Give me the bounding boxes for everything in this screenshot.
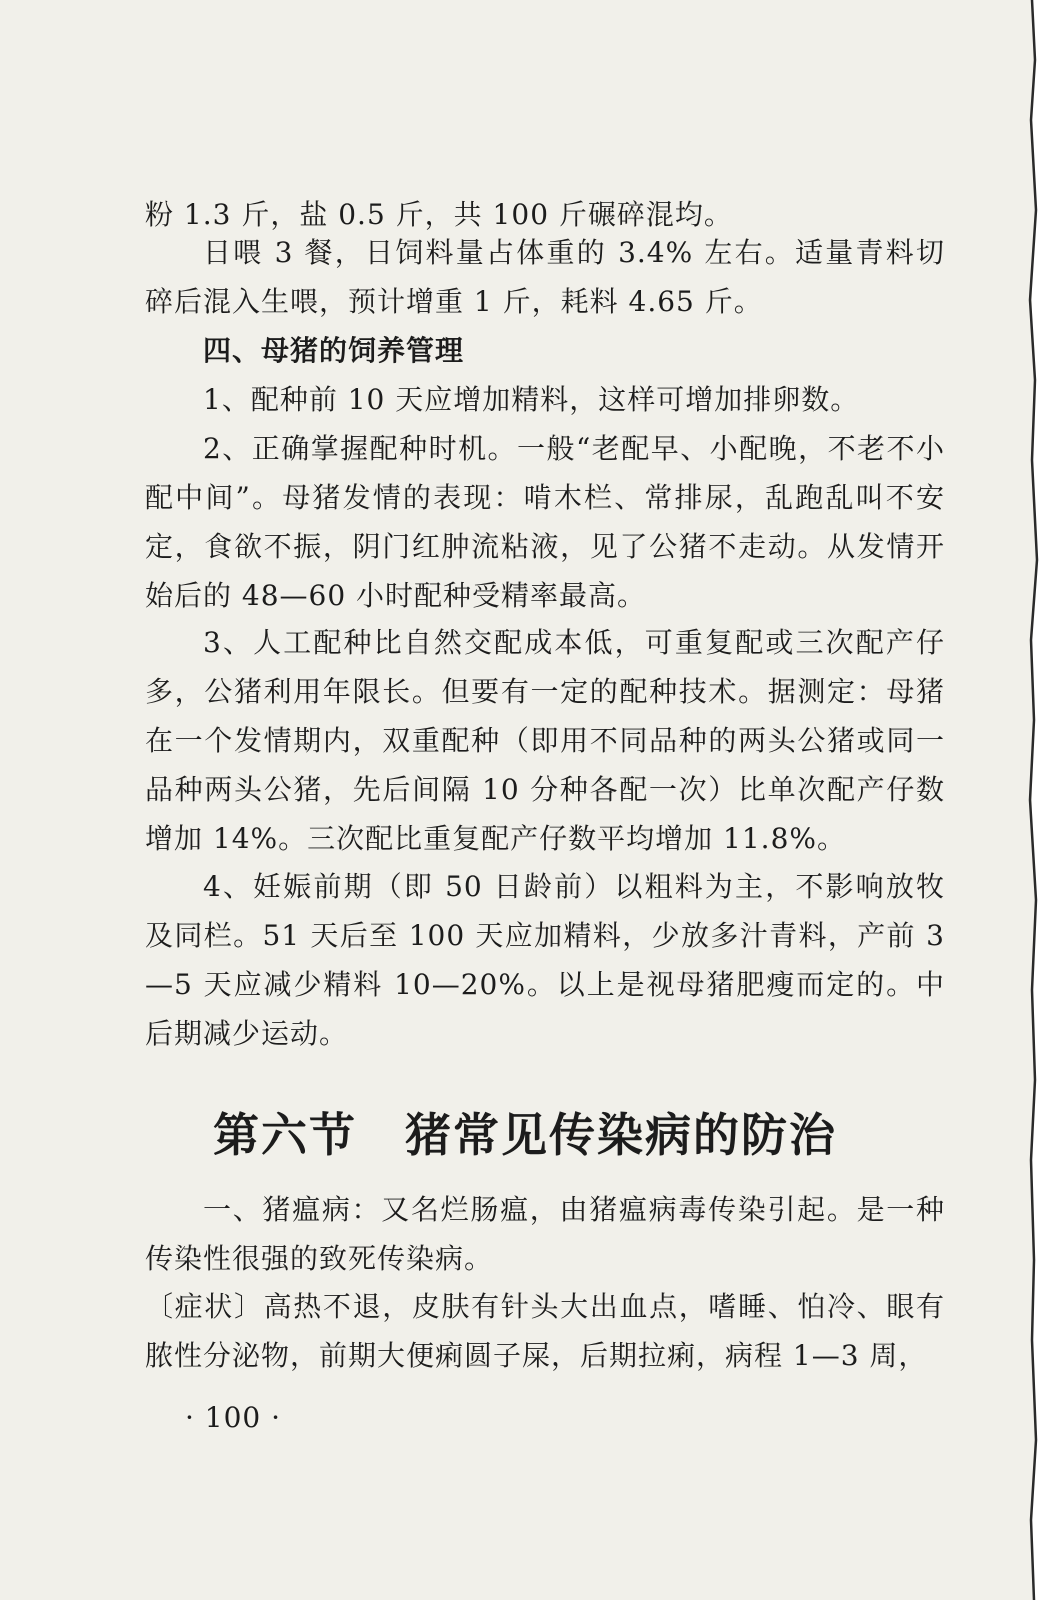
paragraph-item-4: 4、妊娠前期（即 50 日龄前）以粗料为主，不影响放牧及同栏。51 天后至 100 天应加精料，少放多汁青料，产前 3—5 天应减少精料 10—20%。以上是视母猪肥瘦而定的。中后期减少运动。 [145,870,945,1050]
paragraph-item-2: 2、正确掌握配种时机。一般“老配早、小配晚，不老不小配中间”。母猪发情的表现：啃木栏、常排尿，乱跑乱叫不安定，食欲不振，阴门红肿流粘液，见了公猪不走动。从发情开始后的 48—60 小时配种受精率最高。 [145,432,945,612]
paragraph-item-3: 3、人工配种比自然交配成本低，可重复配或三次配产仔多，公猪利用年限长。但要有一定的配种技术。据测定：母猪在一个发情期内，双重配种（即用不同品种的两头公猪或同一品种两头公猪，先后间隔 10 分种各配一次）比单次配产仔数增加 14%。三次配比重复配产仔数平均增加 11.8%。 [145,626,945,855]
paragraph-feeding: 日喂 3 餐，日饲料量占体重的 3.4% 左右。适量青料切碎后混入生喂，预计增重 1 斤，耗料 4.65 斤。 [145,236,945,318]
section-title: 第六节 猪常见传染病的防治 [213,1108,837,1162]
torn-page-edge [1032,0,1050,1600]
page-number: · 100 · [185,1401,282,1434]
subheading-sow-management: 四、母猪的饲养管理 [203,334,465,367]
torn-edge-shape [1026,0,1050,1600]
paragraph-symptoms: 〔症状〕高热不退，皮肤有针头大出血点，嗜睡、怕冷、眼有脓性分泌物，前期大便痢圆子屎，后期拉痢，病程 1—3 周， [145,1290,945,1372]
paragraph-continuation: 粉 1.3 斤，盐 0.5 斤，共 100 斤碾碎混均。 [145,198,733,231]
paragraph-swine-fever: 一、猪瘟病：又名烂肠瘟，由猪瘟病毒传染引起。是一种传染性很强的致死传染病。 [145,1193,945,1275]
paragraph-item-1: 1、配种前 10 天应增加精料，这样可增加排卵数。 [203,383,860,416]
